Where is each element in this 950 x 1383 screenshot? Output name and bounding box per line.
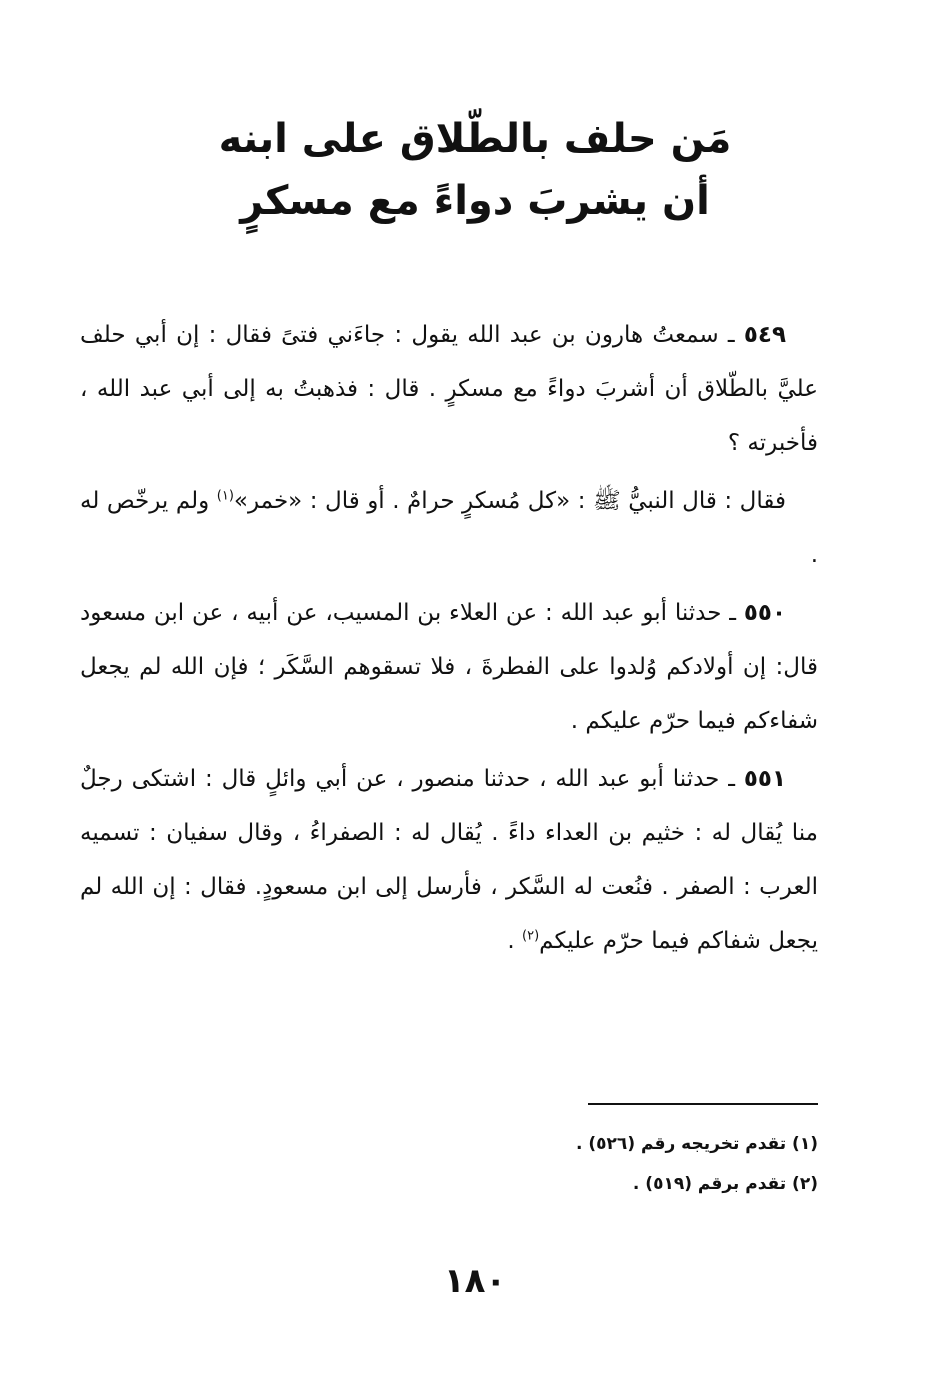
paragraph-text-after: . [507, 928, 522, 954]
paragraph-text: ـ حدثنا أبو عبد الله : عن العلاء بن المسيب، عن أبيه ، عن ابن مسعود قال: إن أولادكم وُلدوا على الفطرةَ ، فلا تسقوهم السَّكَر ؛ فإن الله لم يجعل شفاءكم فيما حرّم عليكم . [80, 600, 818, 734]
paragraph-551 [80, 752, 818, 968]
paragraph-text: ـ سمعتُ هارون بن عبد الله يقول : جاءَني فتىً فقال : إن أبي حلف عليَّ بالطّلاق أن أشربَ دواءً مع مسكرٍ . قال : فذهبتُ به إلى أبي عبد الله ، فأخبرته ؟ [80, 322, 818, 456]
footnote-ref-2: (٢) [522, 928, 540, 944]
paragraph-text-after: ولم يرخّص له . [80, 488, 818, 568]
paragraph-549 [80, 308, 818, 470]
hadith-number: ٥٥٠ [743, 600, 786, 626]
footnotes [300, 1124, 818, 1204]
title-line-1: مَن حلف بالطّلاق على ابنه [218, 116, 732, 162]
title-line-2: أن يشربَ دواءً مع مسكرٍ [240, 178, 710, 224]
page-number: ١٨٠ [443, 1261, 507, 1301]
hadith-number: ٥٥١ [743, 766, 786, 792]
chapter-title [150, 108, 800, 232]
hadith-number: ٥٤٩ [743, 322, 786, 348]
footnote-2: (٢) تقدم برقم (٥١٩) . [632, 1174, 818, 1194]
footnote-separator [588, 1103, 818, 1105]
paragraph-549-continued [80, 474, 818, 582]
paragraph-text: فقال : قال النبيُّ ﷺ : «كل مُسكرٍ حرامٌ . أو قال : «خمر» [233, 488, 786, 514]
paragraph-text: ـ حدثنا أبو عبد الله ، حدثنا منصور ، عن أبي وائلٍ قال : اشتكى رجلٌ منا يُقال له : خثيم بن العداء داءً . يُقال له : الصفراءُ ، وقال سفيان : تسميه العرب : الصفر . فنُعت له السَّكر ، فأرسل إلى ابن مسعودٍ. فقال : إن الله لم يجعل شفاكم فيما حرّم عليكم [80, 766, 818, 954]
footnote-1: (١) تقدم تخريجه رقم (٥٢٦) . [576, 1134, 818, 1154]
paragraph-550 [80, 586, 818, 748]
footnote-ref-1: (١) [216, 488, 234, 504]
body-text [80, 308, 818, 972]
